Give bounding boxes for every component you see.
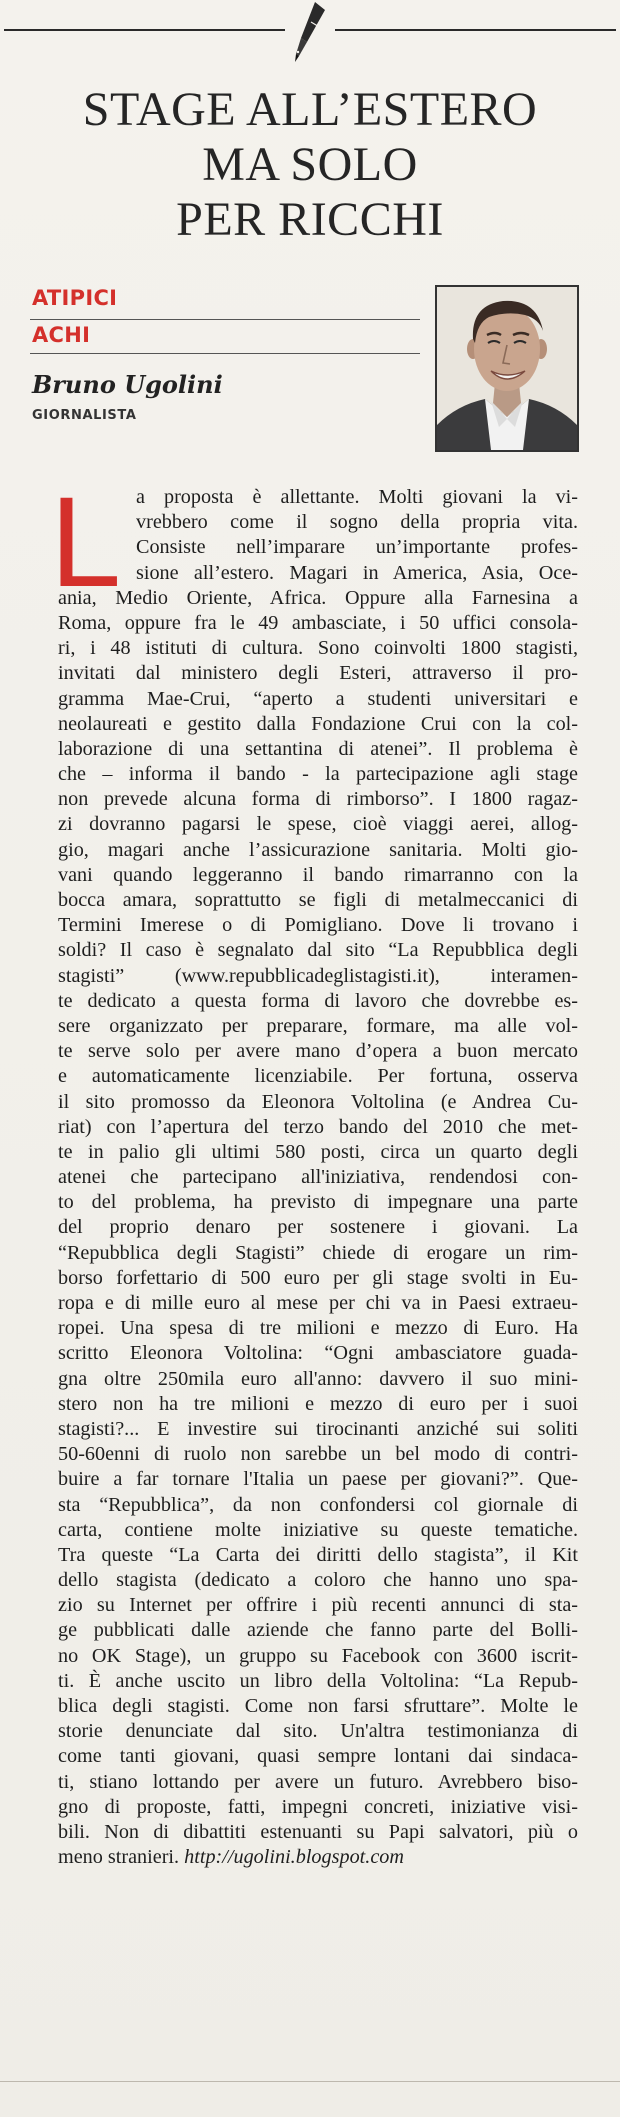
article-line: te serve solo per avere mano d’opera a buon mercato xyxy=(58,1040,578,1063)
rubric-divider-2 xyxy=(30,353,420,354)
article-line: storie denunciate dal sito. Un'altra testimonianza di xyxy=(58,1720,578,1743)
article-line: stagisti” (www.repubblicadeglistagisti.it), interamen- xyxy=(58,964,578,987)
author-portrait xyxy=(435,285,579,452)
author-role: GIORNALISTA xyxy=(32,408,137,423)
article-line: atenei che partecipano all'iniziativa, rendendosi con- xyxy=(58,1166,578,1189)
article-line: riat) con l’apertura del terzo bando del 2010 che met- xyxy=(58,1115,578,1138)
article-line: dello stagista (dedicato a coloro che hanno uno spa- xyxy=(58,1569,578,1592)
article-line: sta “Repubblica”, da non confondersi col giornale di xyxy=(58,1493,578,1516)
article-line: non prevede alcuna forma di rimborso”. I 1800 ragaz- xyxy=(58,788,578,811)
article-line: ti. È anche uscito un libro della Voltolina: “La Repub- xyxy=(58,1669,578,1692)
article-line: 50-60enni di ruolo non sarebbe un bel modo di contri- xyxy=(58,1443,578,1466)
article-line: Roma, oppure fra le 49 ambasciate, i 50 uffici consola- xyxy=(58,611,578,634)
article-line: stagisti?... E investire sui tirocinanti anziché sui soliti xyxy=(58,1417,578,1440)
article-line: soldi? Il caso è segnalato dal sito “La Repubblica degli xyxy=(58,939,578,962)
article-closing-text: meno stranieri. xyxy=(58,1846,180,1869)
article-line: gramma Mae-Crui, “aperto a studenti universitari e xyxy=(58,687,578,710)
article-line: a proposta è allettante. Molti giovani la vi- xyxy=(136,486,578,508)
article-line: sere organizzato per preparare, formare, ma alle vol- xyxy=(58,1014,578,1037)
headline xyxy=(0,82,620,247)
article-line: carta, contiene molte iniziative su queste tematiche. xyxy=(58,1518,578,1541)
bottom-rule xyxy=(0,2081,620,2082)
article-line: borso forfettario di 500 euro per gli stage svolti in Eu- xyxy=(58,1266,578,1289)
article-line: gna oltre 250mila euro all'anno: davvero il suo mini- xyxy=(58,1367,578,1390)
article-line: del proprio denaro per sostenere i giovani. La xyxy=(58,1216,578,1239)
article-line: bocca amara, soprattutto se figli di metalmeccanici di xyxy=(58,889,578,911)
article-line: scritto Eleonora Voltolina: “Ogni ambasciatore guada- xyxy=(58,1342,578,1365)
article-line: te dedicato a questa forma di lavoro che dovrebbe es- xyxy=(58,989,578,1012)
article-line: invitati dal ministero degli Esteri, attraverso il pro- xyxy=(58,662,578,685)
article-line: Tra queste “La Carta dei diritti dello stagista”, il Kit xyxy=(58,1543,578,1566)
article-line: che – informa il bando - la partecipazione agli stage xyxy=(58,763,578,786)
article-line: ge pubblicati dalle aziende che fanno parte del Bolli- xyxy=(58,1619,578,1642)
article-line: zi dovranno pagarsi le spese, cioè viaggi aerei, allog- xyxy=(58,813,578,836)
author-name: Bruno Ugolini xyxy=(32,370,223,399)
article-line: e automaticamente licenziabile. Per fortuna, osserva xyxy=(58,1065,578,1088)
article-line: to del problema, ha previsto di impegnare una parte xyxy=(58,1191,578,1214)
article-line: gio, magari anche l’assicurazione sanitaria. Molti gio- xyxy=(58,838,578,861)
article-line: ropei. Una spesa di tre milioni e mezzo di Euro. Ha xyxy=(58,1317,578,1340)
article-line: Termini Imerese o di Pomigliano. Dove li trovano i xyxy=(58,914,578,937)
blog-url-link[interactable]: http://ugolini.blogspot.com xyxy=(184,1846,404,1869)
article-body xyxy=(58,485,578,1870)
article-closing-line xyxy=(58,1845,578,1870)
article-line: laborazione di una settantina di atenei”. Il problema è xyxy=(58,737,578,760)
article-line: no OK Stage), un gruppo su Facebook con 3600 iscrit- xyxy=(58,1644,578,1667)
article-line: bili. Non di dibattiti estenuanti su Papi salvatori, più o xyxy=(58,1820,578,1843)
headline-line-1: STAGE ALL’ESTERO xyxy=(82,83,538,136)
rubric-label-1: ATIPICI xyxy=(32,286,118,310)
article-line: sione all’estero. Magari in America, Asia, Oce- xyxy=(136,561,578,584)
article-line: gno di proposte, fatti, impegni concreti, iniziative visi- xyxy=(58,1795,578,1818)
article-line: vrebbero come il sogno della propria vita. xyxy=(136,511,578,534)
article-line: come tanti giovani, quasi sempre lontani dai sindaca- xyxy=(58,1745,578,1768)
article-line: Consiste nell’imparare un’importante profes- xyxy=(136,536,578,559)
article-line: ri, i 48 istituti di cultura. Sono coinvolti 1800 stagisti, xyxy=(58,637,578,660)
article-line: te in palio gli ultimi 580 posti, circa un quarto degli xyxy=(58,1140,578,1163)
article-line: “Repubblica degli Stagisti” chiede di erogare un rim- xyxy=(58,1241,578,1264)
article-line: ania, Medio Oriente, Africa. Oppure alla Farnesina a xyxy=(58,586,578,609)
fountain-pen-icon xyxy=(285,0,335,64)
article-line: stero non ha tre milioni e mezzo di euro per i suoi xyxy=(58,1392,578,1415)
article-line: buire a far tornare l'Italia un paese per giovani?”. Que- xyxy=(58,1468,578,1491)
drop-cap-letter: L xyxy=(50,486,122,590)
rubric-label-2: ACHI xyxy=(32,323,91,347)
portrait-drawing xyxy=(437,287,577,450)
article-line: vani quando leggeranno il bando rimarranno con la xyxy=(58,863,578,886)
article-line: ropa e di mille euro al mese per chi va in Paesi extraeu- xyxy=(58,1292,578,1314)
article-line: neolaureati e gestito dalla Fondazione Crui con la col- xyxy=(58,712,578,735)
article-line: zio su Internet per offrire i più recenti annunci di sta- xyxy=(58,1594,578,1617)
headline-line-2: MA SOLO xyxy=(202,138,418,191)
rubric-divider-1 xyxy=(30,319,420,320)
headline-line-3: PER RICCHI xyxy=(176,193,444,246)
article-line: ti, stiano lottando per avere un futuro. Avrebbero biso- xyxy=(58,1770,578,1793)
article-line: blica degli stagisti. Come non farsi sfruttare”. Molte le xyxy=(58,1695,578,1717)
article-line: il sito promosso da Eleonora Voltolina (e Andrea Cu- xyxy=(58,1090,578,1113)
